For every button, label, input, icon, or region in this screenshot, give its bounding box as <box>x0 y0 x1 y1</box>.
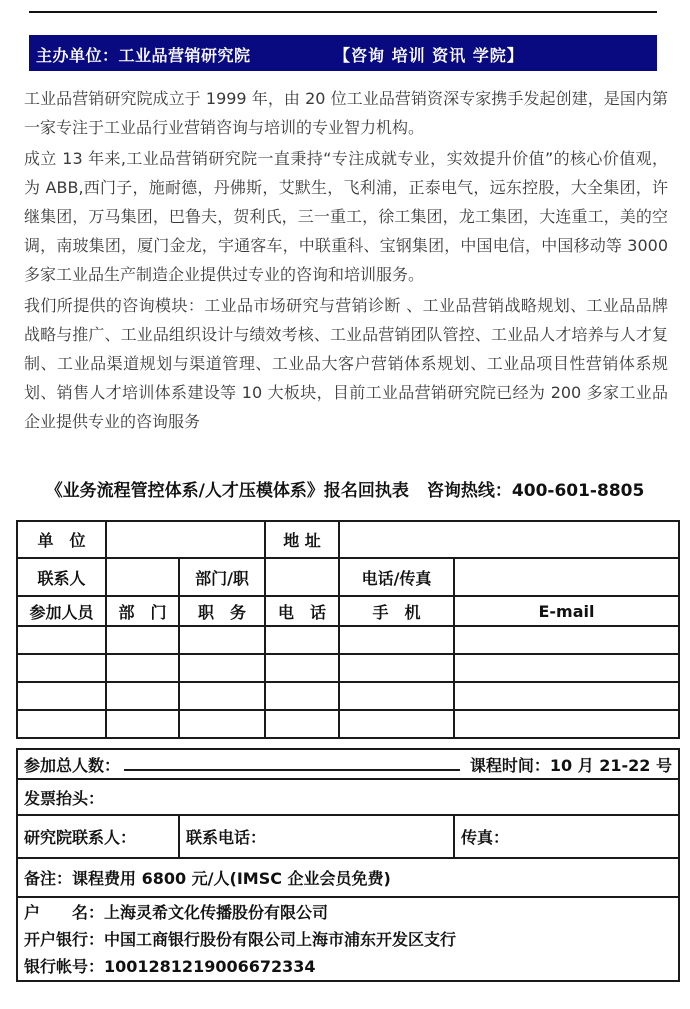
dept-col-header: 部 门 <box>106 596 179 626</box>
dept-position-label: 部门/职 <box>179 558 265 596</box>
attendee-input-cell[interactable] <box>179 682 265 710</box>
attendee-input-cell[interactable] <box>454 682 679 710</box>
attendee-input-cell[interactable] <box>454 654 679 682</box>
host-organization-label: 主办单位：工业品营销研究院 <box>36 46 251 65</box>
title-col-header: 职 务 <box>179 596 265 626</box>
total-attendees-fill-line[interactable] <box>124 754 460 771</box>
course-time-label: 课程时间：10 月 21-22 号 <box>469 755 673 775</box>
attendee-input-cell[interactable] <box>179 626 265 654</box>
form-title-line <box>0 476 690 501</box>
attendee-input-cell[interactable] <box>17 710 106 738</box>
registration-table <box>16 520 680 739</box>
attendee-input-cell[interactable] <box>339 626 454 654</box>
total-attendees-label: 参加总人数： <box>24 755 121 775</box>
intro-paragraph-3: 我们所提供的咨询模块：工业品市场研究与营销诊断 、工业品营销战略规划、工业品品牌战略与推广、工业品组织设计与绩效考核、工业品营销团队管控、工业品人才培养与人才复制、工业品渠道规划与渠道管理、工业品大客户营销体系规划、工业品项目性营销体系规划、销售人才培训体系建设等 10 大板块，目前工业品营销研究院已经为 200 多家工业品企业提供专业的咨询服务 <box>24 296 668 431</box>
address-input-cell[interactable] <box>339 521 679 558</box>
invoice-title-label[interactable]: 发票抬头： <box>17 779 679 815</box>
address-label: 地 址 <box>265 521 339 558</box>
invoice-title-row <box>17 779 679 815</box>
table-row <box>17 521 679 558</box>
attendee-blank-row <box>17 626 679 654</box>
attendee-input-cell[interactable] <box>17 626 106 654</box>
intro-section <box>24 84 668 438</box>
phone-fax-label: 电话/传真 <box>339 558 454 596</box>
intro-paragraph-2: 成立 13 年来,工业品营销研究院一直秉持“专注成就专业，实效提升价值”的核心价值观，为 ABB,西门子，施耐德，丹佛斯，艾默生，飞利浦，正泰电气，远东控股，大全集团，许继集团，万马集团，巴鲁夫，贺利氏，三一重工，徐工集团，龙工集团，大连重工，美的空调，南玻集团，厦门金龙，宇通客车，中联重科、宝钢集团，中国电信，中国移动等 3000 多家工业品生产制造企业提供过专业的咨询和培训服务。 <box>24 149 668 284</box>
header-bar <box>29 35 657 71</box>
total-attendees-row <box>17 749 679 779</box>
summary-table <box>16 748 680 982</box>
attendee-input-cell[interactable] <box>339 654 454 682</box>
top-divider-rule <box>29 11 657 13</box>
intro-paragraph-1: 工业品营销研究院成立于 1999 年，由 20 位工业品营销资深专家携手发起创建，是国内第一家专注于工业品行业营销咨询与培训的专业智力机构。 <box>24 89 668 137</box>
contact-label: 联系人 <box>17 558 106 596</box>
phone-col-header: 电 话 <box>265 596 339 626</box>
bank-account-number: 银行帐号：1001281219006672334 <box>24 956 316 976</box>
attendee-input-cell[interactable] <box>179 710 265 738</box>
attendee-input-cell[interactable] <box>454 710 679 738</box>
mobile-col-header: 手 机 <box>339 596 454 626</box>
attendee-blank-row <box>17 682 679 710</box>
header-tagline: 【咨询 培训 资讯 学院】 <box>334 46 524 65</box>
dept-position-input-cell[interactable] <box>265 558 339 596</box>
attendee-input-cell[interactable] <box>106 654 179 682</box>
fax-label: 传真： <box>454 815 679 858</box>
contact-phone-label: 联系电话： <box>179 815 454 858</box>
attendee-input-cell[interactable] <box>106 710 179 738</box>
bank-name: 开户银行：中国工商银行股份有限公司上海市浦东开发区支行 <box>24 929 457 949</box>
attendee-blank-row <box>17 710 679 738</box>
attendee-blank-row <box>17 654 679 682</box>
table-row <box>17 558 679 596</box>
attendee-input-cell[interactable] <box>17 654 106 682</box>
attendee-input-cell[interactable] <box>265 682 339 710</box>
attendee-input-cell[interactable] <box>179 654 265 682</box>
form-title: 《业务流程管控体系/人才压模体系》报名回执表 <box>45 481 409 501</box>
unit-label: 单 位 <box>17 521 106 558</box>
bank-account-name: 户 名：上海灵希文化传播股份有限公司 <box>24 902 329 922</box>
phone-fax-input-cell[interactable] <box>454 558 679 596</box>
institute-contact-row <box>17 815 679 858</box>
attendee-input-cell[interactable] <box>106 626 179 654</box>
remark-row <box>17 858 679 897</box>
institute-contact-label: 研究院联系人： <box>17 815 179 858</box>
attendee-input-cell[interactable] <box>339 710 454 738</box>
attendee-input-cell[interactable] <box>454 626 679 654</box>
contact-input-cell[interactable] <box>106 558 179 596</box>
hotline-label: 咨询热线：400-601-8805 <box>426 481 645 501</box>
attendee-input-cell[interactable] <box>265 654 339 682</box>
attendee-input-cell[interactable] <box>265 626 339 654</box>
remark-text: 备注：课程费用 6800 元/人(IMSC 企业会员免费) <box>17 858 679 897</box>
attendee-input-cell[interactable] <box>106 682 179 710</box>
attendee-header-row <box>17 596 679 626</box>
attendee-col-header: 参加人员 <box>17 596 106 626</box>
attendee-input-cell[interactable] <box>339 682 454 710</box>
email-col-header: E-mail <box>454 596 679 626</box>
bank-info-row <box>17 897 679 981</box>
attendee-input-cell[interactable] <box>265 710 339 738</box>
bank-info-block <box>24 899 672 980</box>
unit-input-cell[interactable] <box>106 521 265 558</box>
attendee-input-cell[interactable] <box>17 682 106 710</box>
